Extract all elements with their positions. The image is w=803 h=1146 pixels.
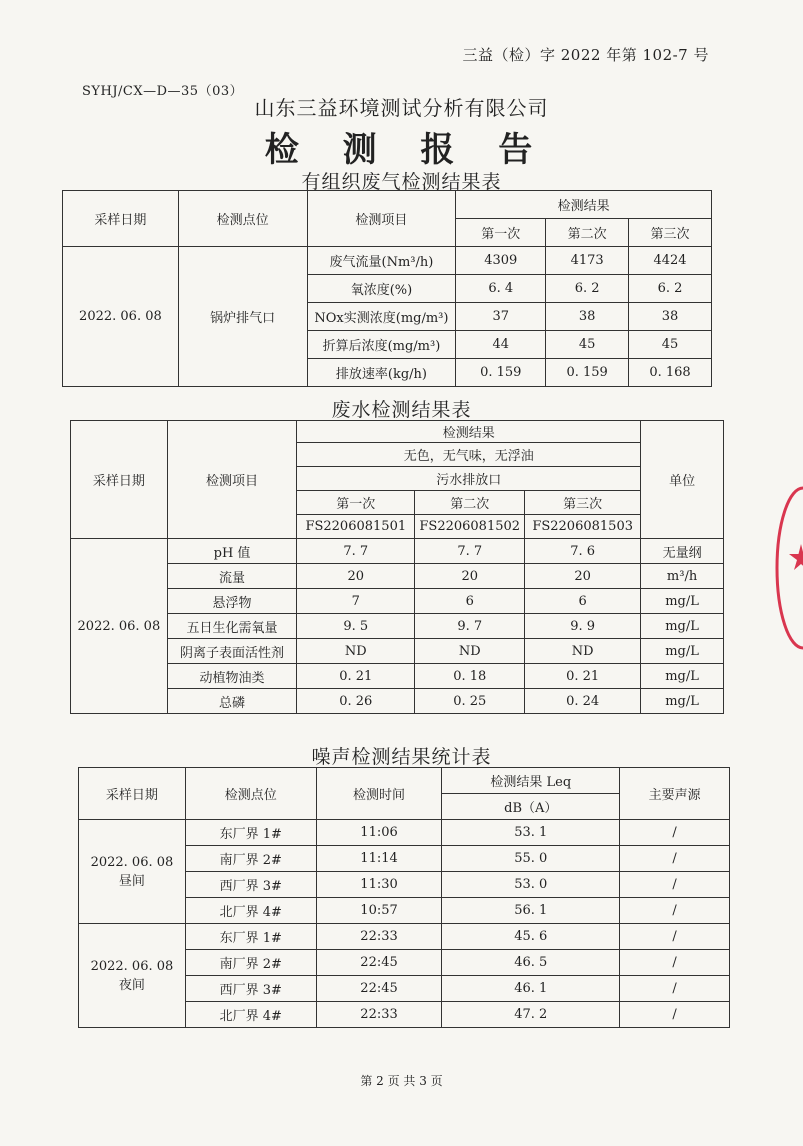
- header-round-2: 第二次: [546, 219, 629, 247]
- header-test-item: 检测项目: [307, 191, 456, 247]
- water-table-title: 废水检测结果表: [331, 399, 472, 421]
- table-cell: 9. 5: [297, 614, 415, 639]
- header-test-results: 检测结果: [297, 421, 641, 443]
- header-unit: dB（A）: [442, 794, 620, 820]
- table-cell: 南厂界 2#: [185, 846, 316, 872]
- noise-table-title: 噪声检测结果统计表: [311, 746, 492, 768]
- table-cell: 6. 2: [629, 275, 712, 303]
- table-cell: 11:30: [316, 872, 442, 898]
- table-cell: 0. 159: [546, 359, 629, 387]
- table-cell: 11:14: [316, 846, 442, 872]
- table-cell: 动植物油类: [167, 664, 297, 689]
- table-cell: 总磷: [167, 689, 297, 714]
- sampling-date-cell: 2022. 06. 08: [71, 539, 168, 714]
- sampling-date-cell: 2022. 06. 08: [63, 247, 179, 387]
- table-cell: /: [620, 1002, 730, 1028]
- sampling-point-cell: 锅炉排气口: [178, 247, 307, 387]
- table-cell: /: [620, 898, 730, 924]
- company-seal: [773, 484, 803, 654]
- table-cell: 0. 21: [297, 664, 415, 689]
- table-cell: 6. 4: [456, 275, 546, 303]
- form-number: SYHJ/CX—D—35（03）: [82, 84, 244, 99]
- header-sampling-date: 采样日期: [63, 191, 179, 247]
- header-sampling-point: 检测点位: [178, 191, 307, 247]
- day-date: 2022. 06. 08: [90, 854, 174, 870]
- table-cell: 7: [297, 589, 415, 614]
- table-cell: pH 值: [167, 539, 297, 564]
- table-cell: 55. 0: [442, 846, 620, 872]
- table-cell: 9. 9: [525, 614, 641, 639]
- table-cell: 无量纲: [641, 539, 724, 564]
- night-date-cell: [79, 924, 186, 1028]
- table-cell: 46. 5: [442, 950, 620, 976]
- table-cell: 东厂界 1#: [185, 820, 316, 846]
- table-cell: 37: [456, 303, 546, 331]
- table-cell: 10:57: [316, 898, 442, 924]
- table-cell: 11:06: [316, 820, 442, 846]
- table-cell: 流量: [167, 564, 297, 589]
- table-cell: 56. 1: [442, 898, 620, 924]
- table-cell: 北厂界 4#: [185, 1002, 316, 1028]
- header-sampling-date: 采样日期: [79, 768, 186, 820]
- table-cell: 38: [546, 303, 629, 331]
- table-cell: mg/L: [641, 689, 724, 714]
- water-results-table: [70, 420, 724, 714]
- table-cell: 6. 2: [546, 275, 629, 303]
- noise-results-table: [78, 767, 730, 1028]
- header-test-results: 检测结果: [456, 191, 712, 219]
- night-date: 2022. 06. 08: [90, 958, 174, 974]
- table-cell: ND: [415, 639, 525, 664]
- sample-id: FS2206081503: [525, 515, 641, 539]
- night-label: 夜间: [118, 977, 145, 993]
- header-round-3: 第三次: [629, 219, 712, 247]
- table-cell: 排放速率(kg/h): [307, 359, 456, 387]
- header-main-source: 主要声源: [620, 768, 730, 820]
- table-cell: 0. 18: [415, 664, 525, 689]
- table-cell: 0. 26: [297, 689, 415, 714]
- table-cell: 阴离子表面活性剂: [167, 639, 297, 664]
- gas-table-title: 有组织废气检测结果表: [301, 171, 502, 193]
- company-name: 山东三益环境测试分析有限公司: [254, 96, 549, 120]
- table-cell: 45: [629, 331, 712, 359]
- table-cell: 北厂界 4#: [185, 898, 316, 924]
- header-sampling-date: 采样日期: [71, 421, 168, 539]
- table-cell: NOx实测浓度(mg/m³): [307, 303, 456, 331]
- table-cell: 4424: [629, 247, 712, 275]
- header-round-1: 第一次: [297, 491, 415, 515]
- table-cell: /: [620, 846, 730, 872]
- day-label: 昼间: [118, 873, 145, 889]
- table-cell: 废气流量(Nm³/h): [307, 247, 456, 275]
- table-cell: 7. 7: [415, 539, 525, 564]
- table-cell: /: [620, 950, 730, 976]
- table-cell: 7. 7: [297, 539, 415, 564]
- table-cell: 西厂界 3#: [185, 976, 316, 1002]
- table-cell: 4173: [546, 247, 629, 275]
- report-title: 检 测 报 告: [264, 130, 549, 170]
- table-cell: 53. 1: [442, 820, 620, 846]
- table-cell: 9. 7: [415, 614, 525, 639]
- header-round-3: 第三次: [525, 491, 641, 515]
- table-cell: m³/h: [641, 564, 724, 589]
- table-cell: 46. 1: [442, 976, 620, 1002]
- table-cell: mg/L: [641, 614, 724, 639]
- table-cell: /: [620, 820, 730, 846]
- sample-id: FS2206081501: [297, 515, 415, 539]
- table-cell: 折算后浓度(mg/m³): [307, 331, 456, 359]
- table-cell: 0. 168: [629, 359, 712, 387]
- table-cell: 东厂界 1#: [185, 924, 316, 950]
- day-date-cell: [79, 820, 186, 924]
- table-cell: 悬浮物: [167, 589, 297, 614]
- page-number: 第 2 页 共 3 页: [360, 1074, 443, 1088]
- table-cell: 7. 6: [525, 539, 641, 564]
- header-test-time: 检测时间: [316, 768, 442, 820]
- header-unit: 单位: [641, 421, 724, 539]
- header-test-results: 检测结果 Leq: [442, 768, 620, 794]
- table-cell: 0. 21: [525, 664, 641, 689]
- table-cell: ND: [525, 639, 641, 664]
- table-cell: /: [620, 924, 730, 950]
- table-cell: 氧浓度(%): [307, 275, 456, 303]
- table-cell: 6: [525, 589, 641, 614]
- table-cell: mg/L: [641, 639, 724, 664]
- table-cell: 20: [297, 564, 415, 589]
- header-round-2: 第二次: [415, 491, 525, 515]
- table-cell: /: [620, 976, 730, 1002]
- header-water-description: 无色，无气味，无浮油: [297, 443, 641, 467]
- table-cell: 53. 0: [442, 872, 620, 898]
- table-cell: 0. 159: [456, 359, 546, 387]
- table-cell: 西厂界 3#: [185, 872, 316, 898]
- table-cell: mg/L: [641, 664, 724, 689]
- sample-id: FS2206081502: [415, 515, 525, 539]
- table-cell: 44: [456, 331, 546, 359]
- table-cell: 22:33: [316, 924, 442, 950]
- table-cell: 南厂界 2#: [185, 950, 316, 976]
- table-cell: 0. 24: [525, 689, 641, 714]
- table-cell: 4309: [456, 247, 546, 275]
- table-cell: 五日生化需氧量: [167, 614, 297, 639]
- table-cell: 47. 2: [442, 1002, 620, 1028]
- table-cell: 38: [629, 303, 712, 331]
- table-cell: ND: [297, 639, 415, 664]
- table-cell: 20: [525, 564, 641, 589]
- table-cell: mg/L: [641, 589, 724, 614]
- table-cell: 0. 25: [415, 689, 525, 714]
- table-cell: /: [620, 872, 730, 898]
- table-cell: 45. 6: [442, 924, 620, 950]
- table-cell: 45: [546, 331, 629, 359]
- header-round-1: 第一次: [456, 219, 546, 247]
- table-cell: 20: [415, 564, 525, 589]
- table-cell: 22:45: [316, 950, 442, 976]
- table-cell: 22:33: [316, 1002, 442, 1028]
- table-cell: 6: [415, 589, 525, 614]
- header-test-item: 检测项目: [167, 421, 297, 539]
- header-outlet: 污水排放口: [297, 467, 641, 491]
- gas-results-table: [62, 190, 712, 387]
- document-number: 三益（检）字 2022 年第 102-7 号: [462, 46, 709, 64]
- header-sampling-point: 检测点位: [185, 768, 316, 820]
- table-cell: 22:45: [316, 976, 442, 1002]
